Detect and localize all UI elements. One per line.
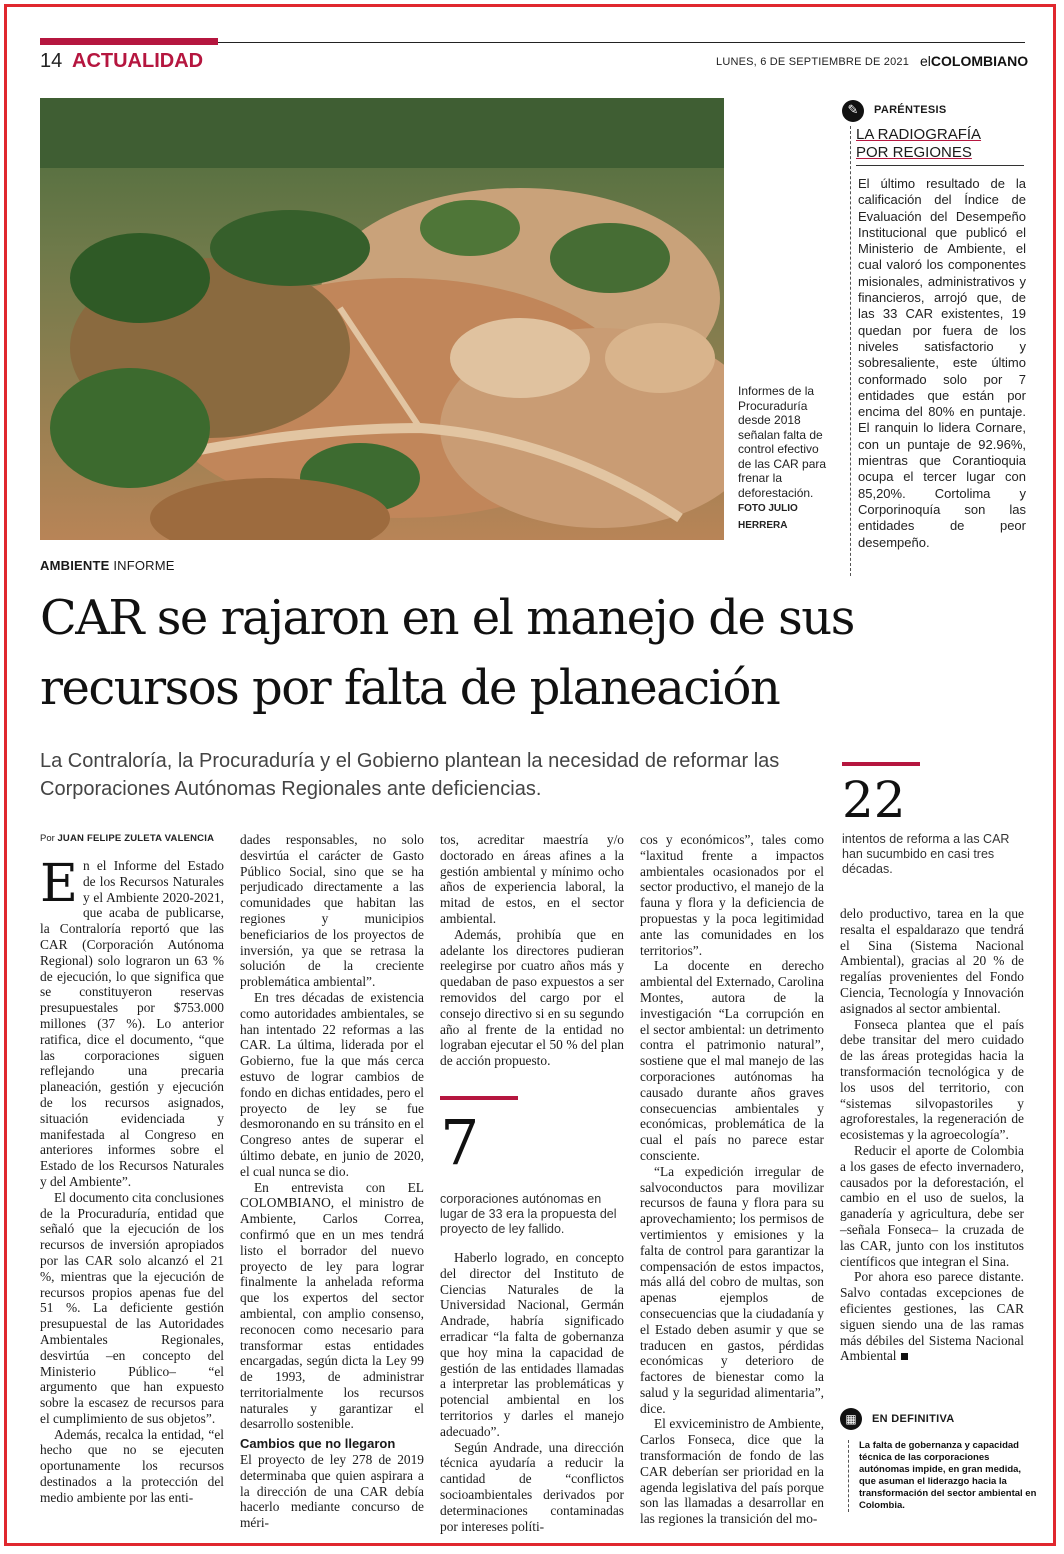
logo-name: COLOMBIANO [930,53,1029,69]
aerial-deforestation-photo [40,98,724,540]
caption-text: Informes de la Procuraduría desde 2018 señalan falta de control efectivo de las CAR para frenar la deforestación. [738,384,827,500]
paragraph-text: Por ahora eso parece distante. Salvo contadas excepciones de eficientes gestiones, las CAR siguen siendo una de las ramas más débiles del Sistema Nacional Ambiental [840,1269,1024,1364]
section-label: ACTUALIDAD [72,50,204,72]
article-column-1 [40,854,224,1506]
paragraph: “La expedición irregular de salvoconductos para movilizar recursos de fauna y flora para su aprovechamiento; los permisos de vertimientos y emisiones y la falta de control para garantizar la compensación de estos impactos, más allá del cobro de multas, son apenas ejemplos de consecuencias que la ciudadanía y el Estado deben asumir y que se traducen en gastos, pérdidas económicas y deterioro de factores de bienestar como la salud y la seguridad alimentaria”, dice. [640,1163,824,1416]
paragraph: tos, acreditar maestría y/o doctorado en áreas afines a la gestión ambiental y mínimo ocho años de experiencia laboral, la mitad de estos, en el sector ambiental. [440,832,624,926]
paragraph: cos y económicos”, tales como “laxitud frente a impactos ambientales ocasionados por el sector productivo, el manejo de la fauna y flora y la deficiencia de propuestas y la poca legitimidad ante las comunidades en los territorios”. [640,832,824,958]
headline: CAR se rajaron en el manejo de sus recursos por falta de planeación [40,590,854,716]
stat-rule-7 [440,1096,518,1100]
paragraph [840,1269,1024,1364]
stat-value-22: 22 [842,771,906,829]
sidebar-label: PARÉNTESIS [874,104,947,116]
end-mark [901,1353,908,1360]
pen-icon: ✎ [842,100,864,122]
issue-date: LUNES, 6 DE SEPTIEMBRE DE 2021 [716,56,910,68]
article-column-4 [640,832,824,1527]
stat-text-22: intentos de reforma a las CAR han sucumbido en casi tres décadas. [842,832,1010,876]
paragraph: El proyecto de ley 278 de 2019 determinaba que quien aspirara a la dirección de una CAR debía hacerlo mediante concurso de méri- [240,1452,424,1531]
paragraph: El exviceministro de Ambiente, Carlos Fonseca, dice que la transformación de fondo de las CAR deberían ser prioridad en la agenda legislativa del país porque son las llamadas a desarrollar en las regiones la transición del mo- [640,1416,824,1527]
byline-author: JUAN FELIPE ZULETA VALENCIA [57,833,215,844]
paragraph-text: n el Informe del Estado de los Recursos Naturales y el Ambiente 2020-2021, que acaba de publicarse, la Contraloría reportó que las CAR (Corporación Autónoma Regional) solo lograron un 63 % de ejecución, lo que significa que se constituyeron reservas presupuestales por $753.000 millones (37 %). Lo anterior ratifica, dice el documento, “que las corporaciones siguen reflejando una precaria planeación, gestión y ejecución de los recursos asignados, situación evidenciada y manifestada al Congreso en anteriores informes sobre el Estado de los Recursos Naturales y del Ambiente”. [40,858,224,1189]
article-column-5 [840,906,1024,1364]
byline-prefix: Por [40,833,55,844]
sidebar-title-line1: LA RADIOGRAFÍA [856,126,982,143]
sidebar-title [850,126,981,162]
paragraph: La docente en derecho ambiental del Externado, Carolina Montes, autora de la investigación “La corrupción en el sector ambiental: un detrimento contra el patrimonio natural”, sostiene que el mal manejo de las corporaciones autónomas ha causado durante años graves consecuencias ambientales y económicas, problemática de la cual el país no parece estar consciente. [640,958,824,1163]
definitiva-body: La falta de gobernanza y capacidad técnica de las corporaciones autónomas impide, en gran medida, que asuman el liderazgo hacia la transformación del sector ambiental en Colombia. [848,1440,1039,1512]
paragraph: Según Andrade, una dirección técnica ayudaría a reducir la cantidad de “conflictos socioambientales derivados por determinaciones contaminadas por intereses políti- [440,1439,624,1534]
page-number: 14 [40,50,63,72]
header-accent-bar [40,38,218,45]
paragraph: delo productivo, tarea en la que resalta el espaldarazo que tendrá el Sina (Sistema Nacional Ambiental), gracias al 20 % de regalías provenientes del Fondo Ciencia, Tecnología y Innovación asignados al sector ambiental. [840,906,1024,1016]
paragraph: Además, prohibía que en adelante los directores pudieran reelegirse por cuatro años más y quedaban de paso expuestos a ser removidos del cargo por el consejo directivo si en su segundo año al frente de la entidad no lograban ejecutar el 50 % del plan de acción propuesto. [440,926,624,1069]
checkered-icon: ▦ [840,1408,862,1430]
logo-prefix: el [920,53,931,69]
sidebar-rule [856,165,1024,166]
paragraph: Además, recalca la entidad, “el hecho que no se ejecuten oportunamente los recursos destinados a la protección del medio ambiente por las enti- [40,1426,224,1505]
article-column-3-top [440,832,624,1069]
byline [40,833,214,844]
sidebar-body: El último resultado de la calificación del Índice de Evaluación del Desempeño Institucional que publicó el Ministerio de Ambiente, el cual valoró los componentes misionales, administrativos y financieros, arrojó que, de las 33 CAR existentes, 19 quedan por fuera de los niveles satisfactorio y sobresaliente, este último conformado solo por 7 entidades que están por encima del 80% en puntaje. El ranquin lo lidera Cornare, con un puntaje de 92.96%, mientras que Corantioquia ocupa el tercer lugar con 85,20%. Cortolima y Corporinoquía son las entidades de peor desempeño. [858,176,1026,550]
sidebar-dashed-rule [850,126,852,576]
stat-value-7: 7 [440,1106,480,1179]
paragraph: dades responsables, no solo desvirtúa el carácter de Gasto Público Social, sino que se ha perjudicado directamente a las comunidades que habitan las regiones y municipios beneficiarios de los proyectos de inversión, ya que se retrasa la solución de la creciente problemática ambiental”. [240,832,424,990]
paragraph: Fonseca plantea que el país debe transitar del mero cuidado de las áreas protegidas hacia la transformación tecnológica y de los usos del territorio, con “sistemas silvopastoriles y agroforestales, la regeneración de ecosistemas y la agroecología”. [840,1016,1024,1143]
drop-cap: E [40,854,78,914]
subhead: Cambios que no llegaron [240,1436,396,1452]
kicker-topic: AMBIENTE [40,558,110,573]
paragraph [40,854,224,1190]
article-column-3-bottom [440,1250,624,1534]
paragraph: En entrevista con EL COLOMBIANO, el ministro de Ambiente, Carlos Correa, confirmó que en un mes tendrá listo el borrador del nuevo proyecto de ley para lograr finalmente la anhelada reforma que los expertos del sector ambiental, con amplio consenso, reconocen como necesario para transformar estas entidades encargadas, según dicta la Ley 99 de 1993, de administrar territorialmente los recursos naturales y garantizar el desarrollo sostenible. [240,1179,424,1432]
sidebar-title-line2: POR REGIONES [856,144,972,161]
newspaper-logo [920,53,1028,69]
stat-rule-22 [842,762,920,766]
photo-credit: FOTO JULIO HERRERA [738,503,798,531]
photo-caption [738,384,830,533]
kicker-type: INFORME [113,558,175,573]
paragraph: Reducir el aporte de Colombia a los gases de efecto invernadero, causados por la deforestación, el cambio en el uso de suelos, la ganadería y agricultura, debe ser –señala Fonseca– la cruzada de las CAR, junto con los institutos científicos que integran el Sina. [840,1142,1024,1269]
definitiva-label: EN DEFINITIVA [872,1413,955,1425]
article-column-2 [240,832,424,1531]
stat-text-7: corporaciones autónomas en lugar de 33 era la propuesta del proyecto de ley fallido. [440,1192,617,1236]
subheadline: La Contraloría, la Procuraduría y el Gobierno plantean la necesidad de reformar las Corporaciones Autónomas Regionales ante deficiencias. [40,750,780,800]
paragraph: En tres décadas de existencia como autoridades ambientales, se han intentado 22 reformas a las CAR. La última, liderada por el Gobierno, fue la que más cerca estuvo de lograr cambios de fondo en dichas entidades, pero el proyecto de ley se fue desmoronando en su tránsito en el Congreso antes de superar el último debate, en junio de 2020, el cual nunca se dio. [240,989,424,1179]
paragraph: Haberlo logrado, en concepto del director del Instituto de Ciencias Naturales de la Universidad Nacional, Germán Andrade, habría significado erradicar “la falta de gobernanza que hoy mina la capacidad de gestión de las entidades llamadas a interpretar las problemáticas y potencial ambiental en los territorios y darles el manejo adecuado”. [440,1250,624,1439]
article-kicker [40,558,175,573]
paragraph: El documento cita conclusiones de la Procuraduría, entidad que señaló que la ejecución de los recursos de inversión apropiados por las CAR solo alcanzó el 21 %, mientras que la ejecución de recursos propios apenas fue del 51 %. La deficiente gestión presupuestal de las Autoridades Ambientales Regionales, desvirtúa –en concepto del Ministerio Público– “el argumento que han expuesto sobre la escasez de recursos para el cumplimiento de sus objetos”. [40,1189,224,1426]
